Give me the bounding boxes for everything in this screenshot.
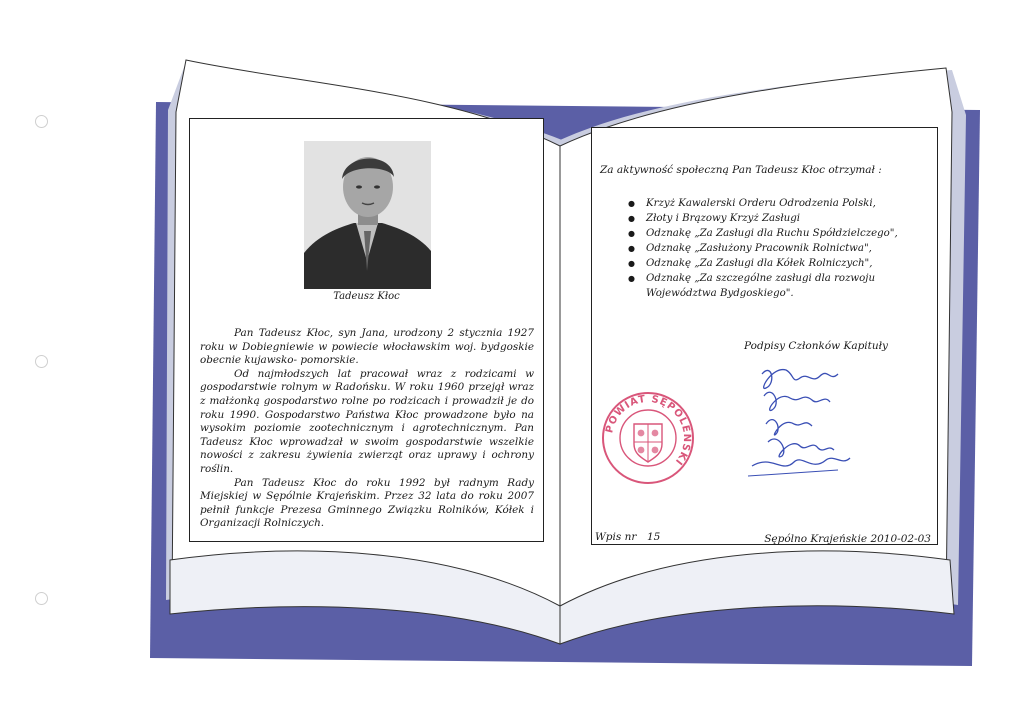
awards-intro: Za aktywność społeczną Pan Tadeusz Kłoc otrzymał : bbox=[600, 164, 882, 176]
county-seal-stamp bbox=[600, 390, 696, 486]
list-item: ● Odznakę „Zasłużony Pracownik Rolnictwa", bbox=[628, 241, 928, 256]
left-page-frame bbox=[189, 118, 544, 542]
list-item: ● Odznakę „Za szczególne zasługi dla rozwoju Województwa Bydgoskiego". bbox=[628, 271, 928, 301]
photo-caption: Tadeusz Kłoc bbox=[333, 291, 400, 302]
person-portrait-icon bbox=[304, 141, 431, 289]
entry-label: Wpis nr bbox=[595, 531, 637, 543]
list-item: ● Złoty i Brązowy Krzyż Zasługi bbox=[628, 211, 928, 226]
biography-paragraph: Pan Tadeusz Kłoc do roku 1992 był radnym Rady Miejskiej w Sępólnie Krajeńskim. Przez 32 lata do roku 2007 pełnił funkcje Prezesa Gminnego Związku Rolników, Kółek i Organizacji Rolniczych. bbox=[200, 476, 534, 530]
list-item: ● Odznakę „Za Zasługi dla Kółek Rolniczych", bbox=[628, 256, 928, 271]
signatures-heading: Podpisy Członków Kapituły bbox=[744, 340, 888, 352]
right-page-frame bbox=[591, 127, 938, 545]
biography-paragraph: Od najmłodszych lat pracował wraz z rodzicami w gospodarstwie rolnym w Radońsku. W roku 1960 przejął wraz z małżonką gospodarstwo rolne po rodzicach i prowadził je do roku 1990. Gospodarstwo Państwa Kłoc prowadzone było na wysokim poziomie zootechnicznym i agrotechnicznym. Pan Tadeusz Kłoc wprowadzał w swoim gospodarstwie wszelkie nowości z zakresu żywienia zwierząt oraz uprawy i ochrony roślin. bbox=[200, 367, 534, 475]
portrait-photo bbox=[304, 141, 431, 289]
biography-text bbox=[200, 327, 534, 531]
handwritten-signatures bbox=[742, 354, 872, 484]
biography-paragraph: Pan Tadeusz Kłoc, syn Jana, urodzony 2 stycznia 1927 roku w Dobiegniewie w powiecie włocławskim woj. bydgoskie obecnie kujawsko- pomorskie. bbox=[200, 327, 534, 367]
place-and-date: Sępólno Krajeńskie 2010-02-03 bbox=[764, 533, 931, 545]
awards-list bbox=[628, 196, 928, 301]
list-item: ● Krzyż Kawalerski Orderu Odrodzenia Polski, bbox=[628, 196, 928, 211]
list-item: ● Odznakę „Za Zasługi dla Ruchu Spółdzielczego", bbox=[628, 226, 928, 241]
entry-number: 15 bbox=[647, 531, 661, 543]
seal-text: POWIAT SĘPOLEŃSKI bbox=[604, 393, 693, 468]
